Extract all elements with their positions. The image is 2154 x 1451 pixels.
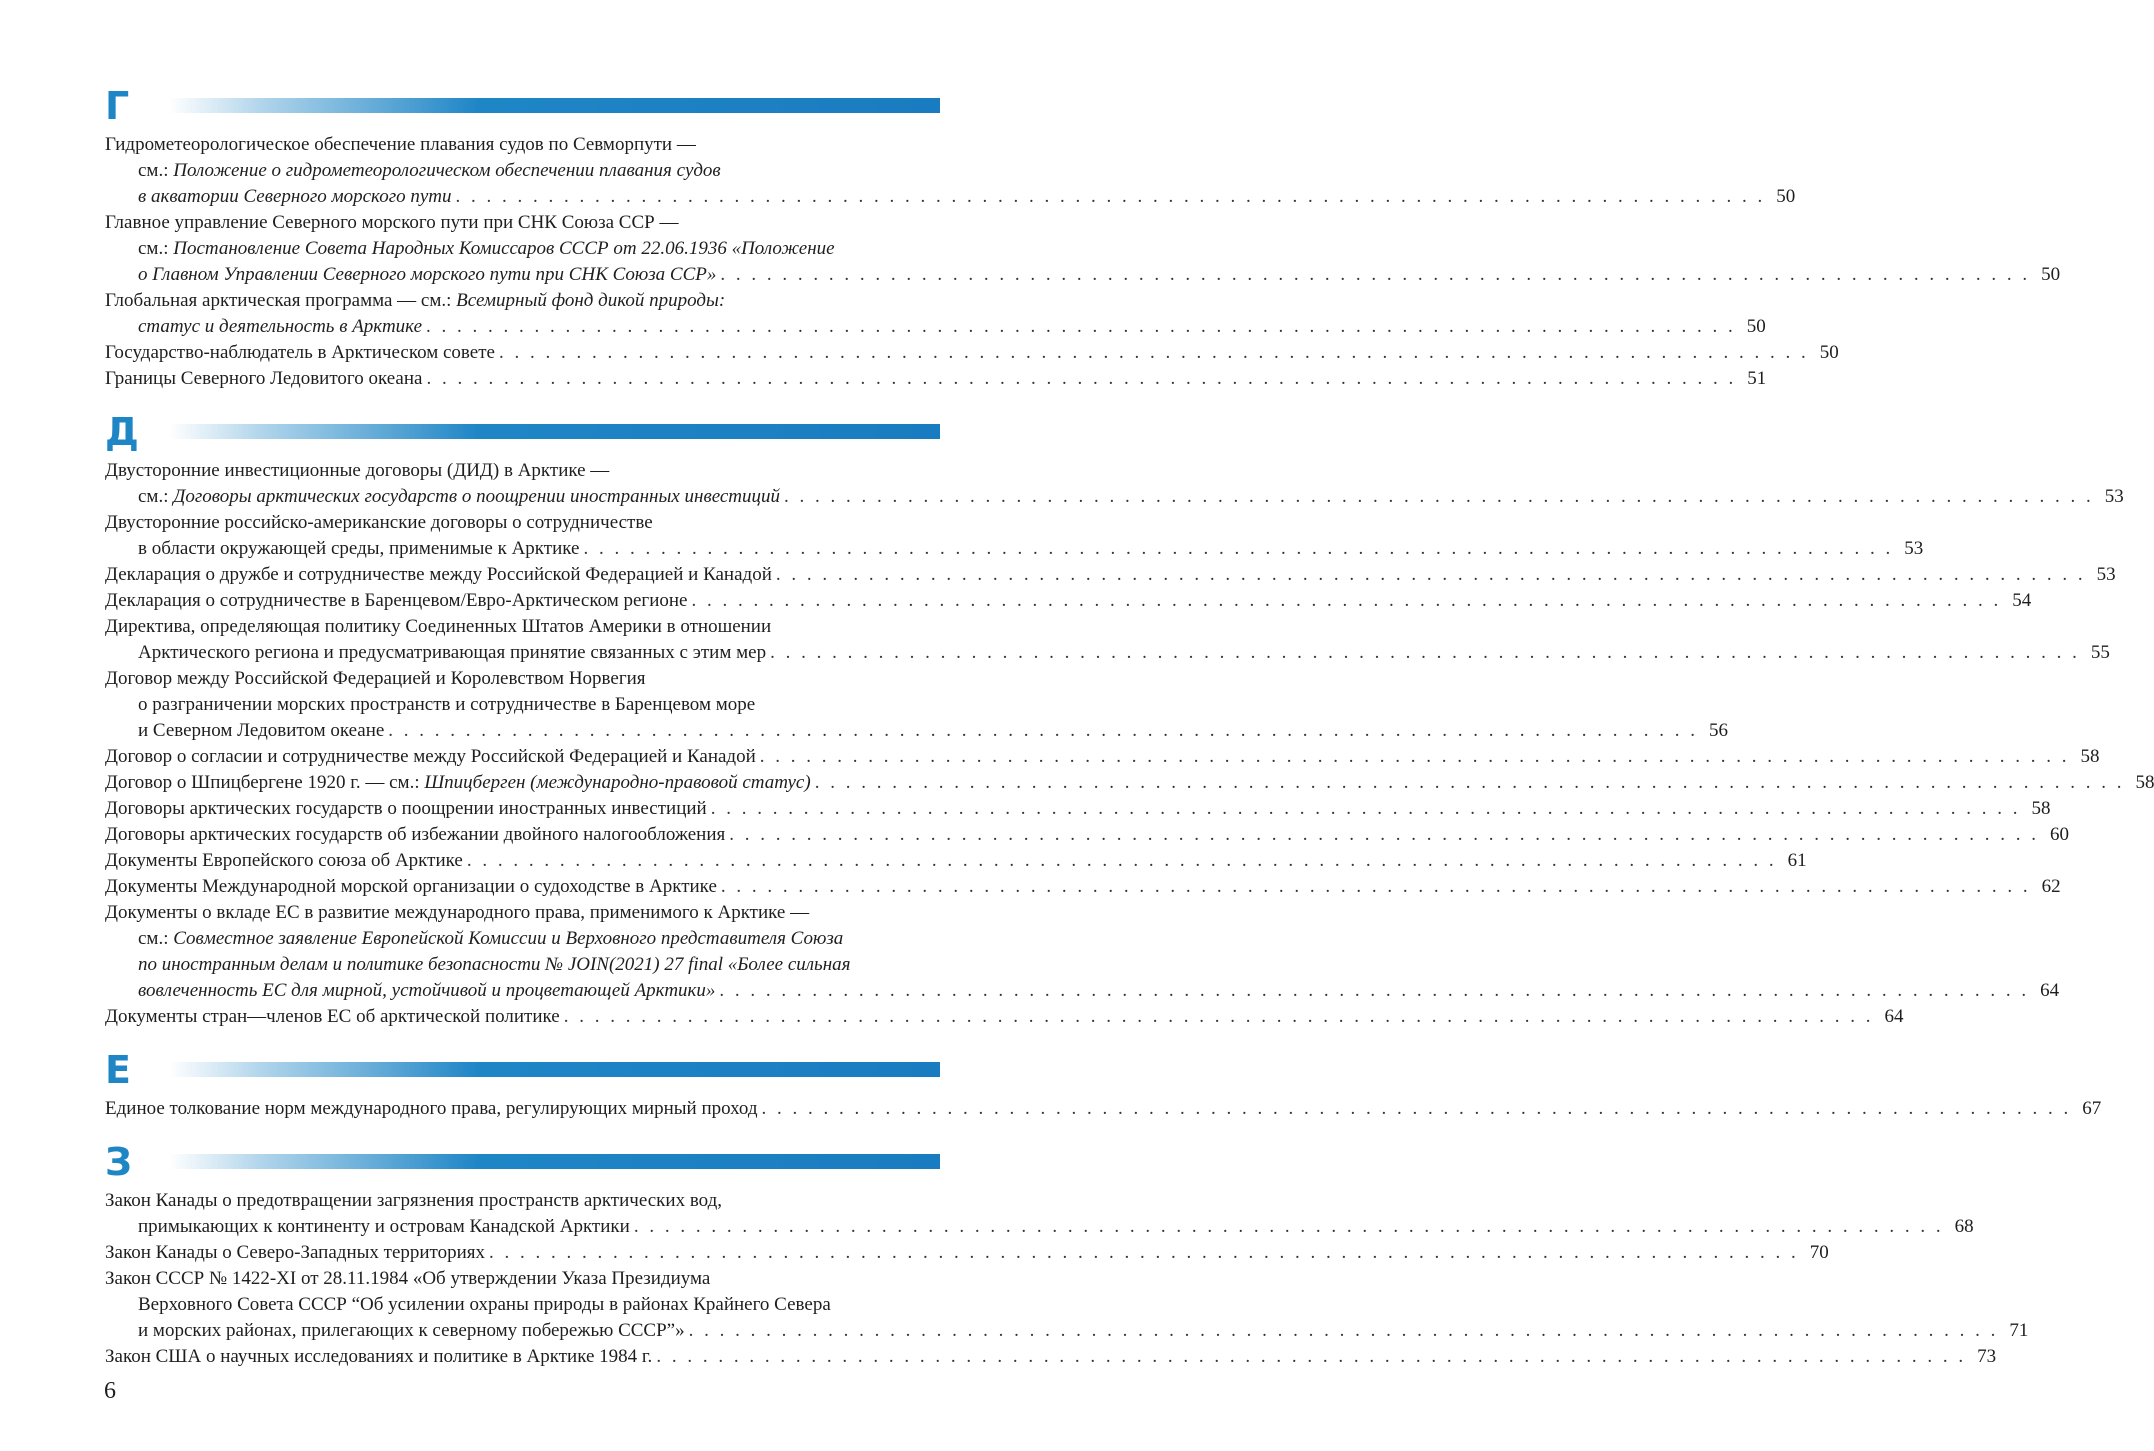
section-letter: Е — [105, 1048, 131, 1092]
entry-text — [138, 236, 835, 262]
entry-text — [105, 900, 809, 926]
entry-reference-italic: вовлеченность ЕС для мирной, устойчивой и процветающей Арктики» — [138, 980, 716, 1001]
entry-page-number: 64 — [2040, 980, 2060, 1001]
entry-line — [105, 900, 940, 926]
entry-text-segment: Документы о вкладе ЕС в развитие международного права, применимого к Арктике — — [105, 902, 810, 923]
entry-text-segment: Государство-наблюдатель в Арктическом совете — [105, 342, 495, 363]
entry-text-segment: Договор между Российской Федерацией и Королевством Норвегия — [105, 668, 646, 689]
entry-text — [105, 614, 771, 640]
entry-text-segment: Договор о Шпицбергене 1920 г. — см.: — [105, 772, 425, 793]
entry-page-number: 53 — [2096, 564, 2116, 585]
entry-line — [105, 510, 940, 536]
entry-text — [138, 952, 850, 978]
dot-leader — [776, 562, 2086, 588]
index-entry — [105, 210, 2061, 288]
entry-line — [105, 262, 2061, 288]
entry-line — [105, 588, 2032, 614]
entry-text — [105, 458, 609, 484]
dot-leader — [784, 484, 2094, 510]
index-entry — [105, 822, 2069, 848]
dot-leader — [456, 184, 1766, 210]
index-entry — [105, 132, 1796, 210]
dot-leader — [564, 1004, 1874, 1030]
entry-line — [105, 614, 940, 640]
index-entry — [105, 340, 1839, 366]
dot-leader — [770, 640, 2080, 666]
entry-text-segment: Арктического региона и предусматривающая принятие связанных с этим мер — [138, 642, 767, 663]
index-entry — [105, 614, 2110, 666]
entry-page-number: 68 — [1954, 1216, 1974, 1237]
entry-line — [105, 926, 940, 952]
entry-line — [105, 978, 2060, 1004]
index-entry — [105, 1266, 2029, 1344]
entry-line — [105, 952, 940, 978]
section-header-band — [169, 1062, 940, 1077]
index-entry — [105, 900, 2060, 1004]
entry-line — [105, 158, 940, 184]
dot-leader — [815, 770, 2125, 796]
section-header — [105, 1140, 940, 1184]
entry-line — [105, 236, 940, 262]
dot-leader — [762, 1096, 2072, 1122]
index-entry — [105, 848, 1807, 874]
index-entry — [105, 288, 1766, 340]
index-entry — [105, 1240, 1829, 1266]
section-header — [105, 1048, 940, 1092]
entry-text — [138, 314, 422, 340]
entry-text — [105, 562, 772, 588]
entry-page-number: 56 — [1709, 720, 1729, 741]
index-entry — [105, 770, 2154, 796]
entry-line — [105, 1188, 940, 1214]
entry-text — [105, 770, 811, 796]
entry-line — [105, 366, 1767, 392]
entry-text-segment: Верховного Совета СССР “Об усилении охраны природы в районах Крайнего Севера — [138, 1294, 831, 1315]
entry-text — [105, 132, 696, 158]
section-letter: З — [105, 1140, 132, 1184]
entry-page-number: 67 — [2082, 1098, 2102, 1119]
entry-text-segment: Глобальная арктическая программа — см.: — [105, 290, 457, 311]
entry-line — [105, 874, 2061, 900]
entry-text — [105, 874, 717, 900]
entry-line — [105, 744, 2100, 770]
entry-text — [138, 536, 579, 562]
index-entry — [105, 458, 2124, 510]
entry-line — [105, 210, 940, 236]
section-header — [105, 84, 940, 128]
dot-leader — [426, 366, 1736, 392]
entry-reference-italic: Шпицберген (международно-правовой статус) — [424, 772, 811, 793]
entry-reference-italic: по иностранным делам и политике безопасности № JOIN(2021) 27 final «Более сильная — [138, 954, 851, 975]
entry-line — [105, 822, 2069, 848]
entry-text — [105, 666, 646, 692]
entry-line — [105, 1292, 940, 1318]
entry-page-number: 50 — [1746, 316, 1766, 337]
dot-leader — [711, 796, 2021, 822]
entry-page-number: 73 — [1977, 1346, 1997, 1367]
dot-leader — [721, 874, 2031, 900]
entry-text-segment: Двусторонние инвестиционные договоры (ДИД) в Арктике — — [105, 460, 610, 481]
dot-leader — [760, 744, 2070, 770]
entry-line — [105, 1214, 1974, 1240]
entry-reference-italic: о Главном Управлении Северного морского пути при СНК Союза ССР» — [138, 264, 717, 285]
entry-text-segment: Декларация о дружбе и сотрудничестве между Российской Федерацией и Канадой — [105, 564, 772, 585]
entry-text — [105, 1240, 485, 1266]
index-entry — [105, 1096, 2102, 1122]
entry-text-segment: Закон Канады о Северо-Западных территориях — [105, 1242, 485, 1263]
section-header-band — [169, 98, 940, 113]
entry-text — [138, 262, 716, 288]
entry-text — [138, 640, 766, 666]
entry-reference-italic: Совместное заявление Европейской Комиссии и Верховного представителя Союза — [173, 928, 844, 949]
entry-text-segment: Двусторонние российско-американские договоры о сотрудничестве — [105, 512, 653, 533]
section-letter: Д — [105, 410, 139, 454]
index-entry — [105, 510, 1924, 562]
entry-text-segment: Единое толкование норм международного права, регулирующих мирный проход — [105, 1098, 758, 1119]
section-letter: Г — [105, 84, 130, 128]
entry-text — [105, 340, 495, 366]
entry-page-number: 64 — [1884, 1006, 1904, 1027]
entry-line — [105, 458, 940, 484]
entry-page-number: 58 — [2031, 798, 2051, 819]
entry-line — [105, 1096, 2102, 1122]
entry-line — [105, 132, 940, 158]
entry-page-number: 50 — [1776, 186, 1796, 207]
dot-leader — [720, 262, 2030, 288]
entry-text-segment: Документы Европейского союза об Арктике — [105, 850, 463, 871]
index-section — [105, 410, 2154, 1030]
entry-text — [138, 978, 715, 1004]
dot-leader — [583, 536, 1893, 562]
entry-text-segment: Договоры арктических государств о поощрении иностранных инвестиций — [105, 798, 707, 819]
dot-leader — [689, 1318, 1999, 1344]
entry-text — [105, 1344, 652, 1370]
section-header-band — [169, 1154, 940, 1169]
entry-line — [105, 484, 2124, 510]
entry-text-segment: см.: — [138, 928, 174, 949]
index-entry — [105, 562, 2116, 588]
entry-page-number: 58 — [2080, 746, 2100, 767]
entry-page-number: 71 — [2009, 1320, 2029, 1341]
entry-text-segment: примыкающих к континенту и островам Канадской Арктики — [138, 1216, 630, 1237]
entry-reference-italic: Постановление Совета Народных Комиссаров СССР от 22.06.1936 «Положение — [173, 238, 835, 259]
dot-leader — [634, 1214, 1944, 1240]
dot-leader — [489, 1240, 1799, 1266]
index-entry — [105, 588, 2032, 614]
entry-text-segment: Закон СССР № 1422-XI от 28.11.1984 «Об утверждении Указа Президиума — [105, 1268, 711, 1289]
entry-line — [105, 340, 1839, 366]
index-entry — [105, 874, 2061, 900]
entry-text — [138, 1318, 685, 1344]
entry-text — [138, 184, 452, 210]
entry-text — [138, 1214, 630, 1240]
dot-leader — [426, 314, 1736, 340]
index-entry — [105, 744, 2100, 770]
entry-text — [138, 484, 780, 510]
entry-text-segment: Договоры арктических государств об избежании двойного налогообложения — [105, 824, 726, 845]
index-section — [105, 1048, 2102, 1122]
index-entry — [105, 666, 1729, 744]
entry-text-segment: Гидрометеорологическое обеспечение плавания судов по Севморпути — — [105, 134, 696, 155]
entry-text-segment: Договор о согласии и сотрудничестве между Российской Федерацией и Канадой — [105, 746, 756, 767]
entry-page-number: 61 — [1787, 850, 1807, 871]
entry-line — [105, 1318, 2029, 1344]
index-section — [105, 84, 2061, 392]
entry-line — [105, 718, 1729, 744]
entry-page-number: 62 — [2041, 876, 2061, 897]
entry-text — [105, 588, 688, 614]
entry-text-segment: о разграничении морских пространств и сотрудничестве в Баренцевом море — [138, 694, 756, 715]
entry-page-number: 50 — [2041, 264, 2061, 285]
index-sections — [105, 84, 2154, 1388]
entry-reference-italic: Договоры арктических государств о поощрении иностранных инвестиций — [173, 486, 781, 507]
entry-text — [105, 366, 422, 392]
entry-text-segment: и морских районах, прилегающих к северному побережью СССР”» — [138, 1320, 685, 1341]
entry-text — [105, 1188, 722, 1214]
entry-line — [105, 796, 2051, 822]
entry-page-number: 51 — [1747, 368, 1767, 389]
entry-line — [105, 666, 940, 692]
entry-line — [105, 1004, 1904, 1030]
entry-text — [138, 926, 843, 952]
entry-text — [105, 210, 678, 236]
entry-text — [105, 1004, 560, 1030]
entry-text-segment: Документы стран—членов ЕС об арктической политике — [105, 1006, 560, 1027]
dot-leader — [388, 718, 1698, 744]
index-entry — [105, 1004, 1904, 1030]
dot-leader — [719, 978, 2029, 1004]
entry-page-number: 53 — [2104, 486, 2124, 507]
index-entry — [105, 1188, 1974, 1240]
entry-page-number: 70 — [1809, 1242, 1829, 1263]
entry-text-segment: см.: — [138, 160, 174, 181]
entry-line — [105, 1344, 1997, 1370]
entry-text — [105, 288, 725, 314]
entry-text — [138, 692, 755, 718]
entry-text — [105, 848, 463, 874]
entry-text — [138, 158, 721, 184]
entry-line — [105, 1266, 940, 1292]
dot-leader — [499, 340, 1809, 366]
entry-reference-italic: Положение о гидрометеорологическом обеспечении плавания судов — [173, 160, 721, 181]
entry-text-segment: в области окружающей среды, применимые к Арктике — [138, 538, 580, 559]
entry-text-segment: см.: — [138, 486, 174, 507]
entry-text-segment: Закон Канады о предотвращении загрязнения пространств арктических вод, — [105, 1190, 723, 1211]
entry-text-segment: Декларация о сотрудничестве в Баренцевом/Евро-Арктическом регионе — [105, 590, 688, 611]
entry-reference-italic: в акватории Северного морского пути — [138, 186, 452, 207]
entry-line — [105, 692, 940, 718]
dot-leader — [692, 588, 2002, 614]
entry-line — [105, 848, 1807, 874]
entry-line — [105, 184, 1796, 210]
entry-text — [105, 1096, 758, 1122]
dot-leader — [729, 822, 2039, 848]
entry-page-number: 54 — [2012, 590, 2032, 611]
entry-page-number: 53 — [1904, 538, 1924, 559]
entry-text-segment: Документы Международной морской организации о судоходстве в Арктике — [105, 876, 717, 897]
section-header-band — [169, 424, 940, 439]
entry-text-segment: см.: — [138, 238, 174, 259]
entry-line — [105, 314, 1766, 340]
entry-page-number: 58 — [2135, 772, 2154, 793]
entry-page-number: 50 — [1819, 342, 1839, 363]
section-header — [105, 410, 940, 454]
entry-text-segment: Директива, определяющая политику Соединенных Штатов Америки в отношении — [105, 616, 772, 637]
entry-line — [105, 770, 2154, 796]
entry-text-segment: Границы Северного Ледовитого океана — [105, 368, 423, 389]
entry-text-segment: Главное управление Северного морского пути при СНК Союза ССР — — [105, 212, 679, 233]
dot-leader — [656, 1344, 1966, 1370]
entry-reference-italic: Всемирный фонд дикой природы: — [456, 290, 726, 311]
entry-page-number: 60 — [2049, 824, 2069, 845]
entry-line — [105, 536, 1924, 562]
entry-line — [105, 640, 2110, 666]
dot-leader — [467, 848, 1777, 874]
entry-text — [138, 718, 384, 744]
entry-text — [105, 510, 653, 536]
entry-text — [105, 744, 756, 770]
index-entry — [105, 1344, 1997, 1370]
index-entry — [105, 366, 1767, 392]
entry-text — [105, 1266, 710, 1292]
entry-text — [105, 796, 707, 822]
page-number: 6 — [104, 1378, 116, 1404]
entry-text-segment: Закон США о научных исследованиях и политике в Арктике 1984 г. — [105, 1346, 653, 1367]
entry-line — [105, 288, 940, 314]
entry-page-number: 55 — [2090, 642, 2110, 663]
entry-text — [105, 822, 725, 848]
index-section — [105, 1140, 2029, 1370]
entry-reference-italic: статус и деятельность в Арктике — [138, 316, 423, 337]
entry-line — [105, 562, 2116, 588]
entry-text-segment: и Северном Ледовитом океане — [138, 720, 385, 741]
entry-text — [138, 1292, 831, 1318]
index-entry — [105, 796, 2051, 822]
entry-line — [105, 1240, 1829, 1266]
